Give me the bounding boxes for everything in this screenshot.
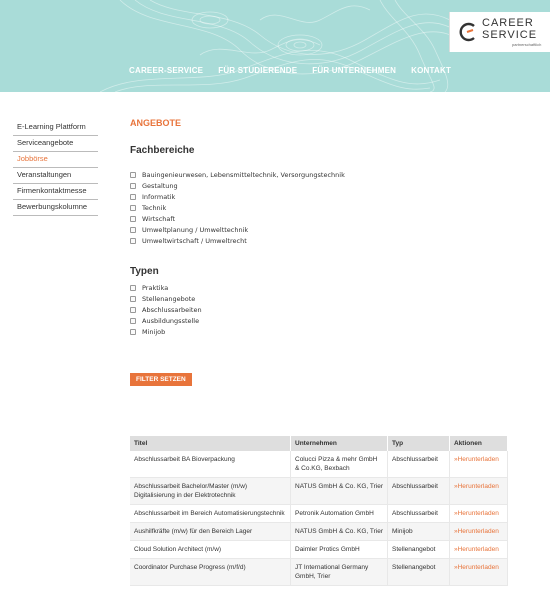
- fachbereiche-heading: Fachbereiche: [130, 145, 195, 156]
- sidebar-item-jobboerse[interactable]: Jobbörse: [13, 152, 98, 168]
- sidebar-item-veranstaltungen[interactable]: Veranstaltungen: [13, 168, 98, 184]
- checkbox[interactable]: [130, 216, 136, 222]
- typ-option[interactable]: Minijob: [130, 326, 510, 337]
- nav-career-service[interactable]: CAREER-SERVICE: [129, 66, 204, 75]
- checkbox[interactable]: [130, 296, 136, 302]
- cell-typ: Minijob: [388, 523, 450, 541]
- fachbereiche-list: [130, 169, 510, 246]
- cell-typ: Abschlussarbeit: [388, 478, 450, 505]
- table-row: [130, 478, 508, 505]
- checkbox[interactable]: [130, 329, 136, 335]
- nav-fuer-unternehmen[interactable]: FÜR UNTERNEHMEN: [312, 66, 397, 75]
- download-link[interactable]: »Herunterladen: [450, 505, 508, 523]
- cell-titel: Abschlussarbeit Bachelor/Master (m/w) Digitalisierung in der Elektrotechnik: [130, 478, 291, 505]
- cell-unternehmen: NATUS GmbH & Co. KG, Trier: [291, 523, 388, 541]
- sidebar-item-bewerbungskolumne[interactable]: Bewerbungskolumne: [13, 200, 98, 216]
- logo-text: CAREER SERVICE: [482, 17, 538, 41]
- typ-option[interactable]: Abschlussarbeiten: [130, 304, 510, 315]
- checkbox[interactable]: [130, 172, 136, 178]
- checkbox[interactable]: [130, 227, 136, 233]
- table-row: [130, 559, 508, 586]
- sidebar-item-e-learning[interactable]: E-Learning Plattform: [13, 120, 98, 136]
- checkbox[interactable]: [130, 205, 136, 211]
- nav-kontakt[interactable]: KONTAKT: [411, 66, 452, 75]
- download-link[interactable]: »Herunterladen: [450, 559, 508, 586]
- nav-fuer-studierende[interactable]: FÜR STUDIERENDE: [218, 66, 298, 75]
- cell-titel: Coordinator Purchase Progress (m/f/d): [130, 559, 291, 586]
- cell-unternehmen: NATUS GmbH & Co. KG, Trier: [291, 478, 388, 505]
- typ-option[interactable]: Praktika: [130, 282, 510, 293]
- table-header-row: [130, 436, 508, 451]
- fachbereich-option[interactable]: Gestaltung: [130, 180, 510, 191]
- download-link[interactable]: »Herunterladen: [450, 523, 508, 541]
- col-typ[interactable]: Typ: [388, 436, 450, 451]
- cell-typ: Abschlussarbeit: [388, 451, 450, 478]
- cell-unternehmen: JT International Germany GmbH, Trier: [291, 559, 388, 586]
- filter-button[interactable]: FILTER SETZEN: [130, 373, 192, 386]
- typen-list: [130, 282, 510, 337]
- checkbox[interactable]: [130, 183, 136, 189]
- table-row: [130, 451, 508, 478]
- fachbereich-option[interactable]: Wirtschaft: [130, 213, 510, 224]
- sidebar-item-serviceangebote[interactable]: Serviceangebote: [13, 136, 98, 152]
- fachbereich-option[interactable]: Umweltplanung / Umwelttechnik: [130, 224, 510, 235]
- fachbereich-option[interactable]: Informatik: [130, 191, 510, 202]
- col-unternehmen[interactable]: Unternehmen: [291, 436, 388, 451]
- checkbox[interactable]: [130, 307, 136, 313]
- cell-unternehmen: Daimler Protics GmbH: [291, 541, 388, 559]
- cell-titel: Abschlussarbeit im Bereich Automatisierungstechnik: [130, 505, 291, 523]
- cell-typ: Stellenangebot: [388, 541, 450, 559]
- col-titel[interactable]: Titel: [130, 436, 291, 451]
- download-link[interactable]: »Herunterladen: [450, 451, 508, 478]
- cell-titel: Cloud Solution Architect (m/w): [130, 541, 291, 559]
- checkbox[interactable]: [130, 238, 136, 244]
- sidebar-item-firmenkontaktmesse[interactable]: Firmenkontaktmesse: [13, 184, 98, 200]
- logo-subtitle: partnerschaftlich: [512, 42, 542, 47]
- site-header: [0, 0, 550, 92]
- table-row: [130, 505, 508, 523]
- table-row: [130, 523, 508, 541]
- main-content: [130, 118, 510, 383]
- table-row: [130, 541, 508, 559]
- main-nav: [129, 66, 451, 75]
- download-link[interactable]: »Herunterladen: [450, 541, 508, 559]
- logo-mark-icon: [457, 21, 479, 43]
- checkbox[interactable]: [130, 318, 136, 324]
- offers-table: [130, 436, 508, 586]
- cell-titel: Aushilfkräfte (m/w) für den Bereich Lager: [130, 523, 291, 541]
- typ-option[interactable]: Ausbildungsstelle: [130, 315, 510, 326]
- checkbox[interactable]: [130, 285, 136, 291]
- cell-titel: Abschlussarbeit BA Bioverpackung: [130, 451, 291, 478]
- cell-unternehmen: Petronik Automation GmbH: [291, 505, 388, 523]
- sidebar: [13, 120, 98, 216]
- fachbereich-option[interactable]: Technik: [130, 202, 510, 213]
- fachbereich-option[interactable]: Bauingenieurwesen, Lebensmitteltechnik, Versorgungstechnik: [130, 169, 510, 180]
- checkbox[interactable]: [130, 194, 136, 200]
- typ-option[interactable]: Stellenangebote: [130, 293, 510, 304]
- fachbereich-option[interactable]: Umweltwirtschaft / Umweltrecht: [130, 235, 510, 246]
- cell-unternehmen: Colucci Pizza & mehr GmbH & Co.KG, Bexbach: [291, 451, 388, 478]
- page-title: ANGEBOTE: [130, 118, 182, 128]
- cell-typ: Abschlussarbeit: [388, 505, 450, 523]
- typen-heading: Typen: [130, 266, 159, 277]
- cell-typ: Stellenangebot: [388, 559, 450, 586]
- career-service-logo[interactable]: [449, 12, 550, 52]
- col-aktionen: Aktionen: [450, 436, 508, 451]
- download-link[interactable]: »Herunterladen: [450, 478, 508, 505]
